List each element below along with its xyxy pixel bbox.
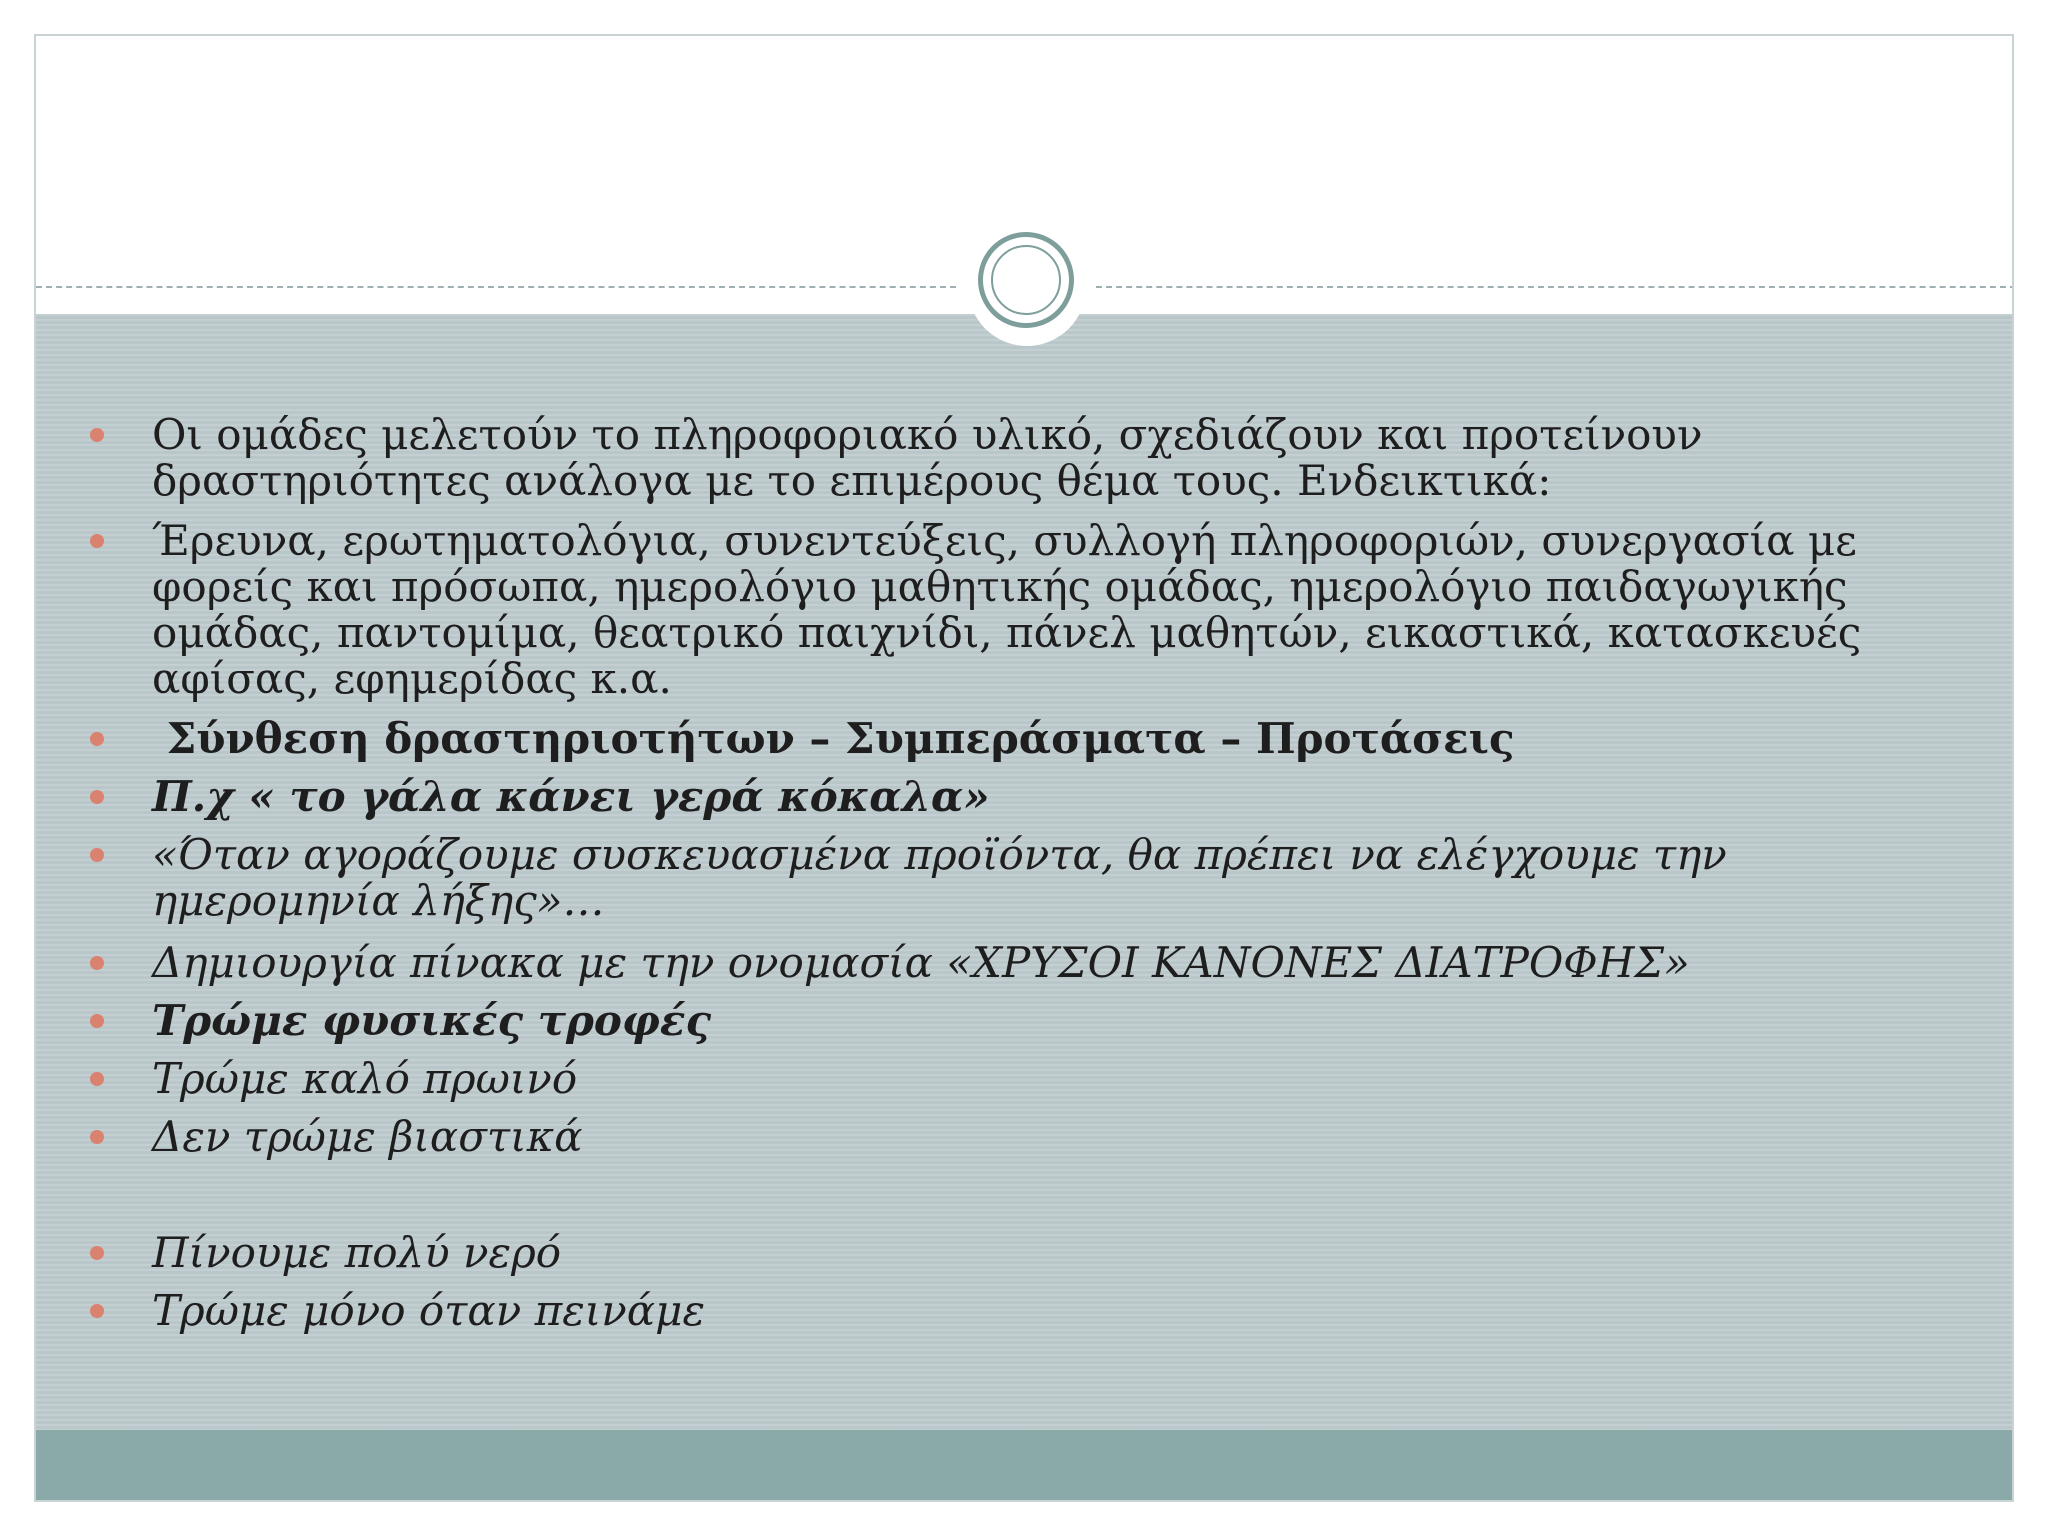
bullet-dot-icon [90, 428, 104, 442]
bullet-dot-icon [90, 1246, 104, 1260]
bullet-item [152, 1288, 1912, 1334]
bullet-text: Πίνουμε πολύ νερό [152, 1228, 562, 1277]
circle-ornament-inner [991, 245, 1061, 315]
bullet-text: Σύνθεση δραστηριοτήτων – Συμπεράσματα – Προτάσεις [152, 714, 1515, 763]
bullet-item [152, 940, 1912, 986]
bullet-item [152, 998, 1912, 1044]
footer-band [36, 1430, 2012, 1500]
bullet-item [152, 774, 1912, 820]
bullet-text: Δημιουργία πίνακα με την ονομασία «ΧΡΥΣΟΙ ΚΑΝΟΝΕΣ ΔΙΑΤΡΟΦΗΣ» [152, 938, 1690, 987]
dashed-divider-left [36, 286, 956, 288]
bullet-dot-icon [90, 790, 104, 804]
bullet-dot-icon [90, 1072, 104, 1086]
bullet-item [152, 1114, 1912, 1160]
bullet-text: Τρώμε καλό πρωινό [152, 1054, 578, 1103]
bullet-item [152, 412, 1912, 504]
bullet-item [152, 518, 1912, 702]
bullet-dot-icon [90, 1304, 104, 1318]
circle-ornament-icon [978, 232, 1074, 328]
bullet-item [152, 716, 1912, 762]
bullet-item [152, 1230, 1912, 1276]
bullet-text: Δεν τρώμε βιαστικά [152, 1112, 583, 1161]
bullet-dot-icon [90, 732, 104, 746]
bullet-dot-icon [90, 1130, 104, 1144]
bullet-text: Οι ομάδες μελετούν το πληροφοριακό υλικό, σχεδιάζουν και προτείνουν δραστηριότητες ανάλογα με το επιμέρους θέμα τους. Ενδεικτικά: [152, 410, 1703, 505]
bullet-dot-icon [90, 534, 104, 548]
bullet-text: Τρώμε φυσικές τροφές [152, 996, 712, 1045]
bullet-dot-icon [90, 848, 104, 862]
bullet-item [152, 1056, 1912, 1102]
dashed-divider-right [1096, 286, 2014, 288]
slide [34, 34, 2014, 1502]
bullet-item [152, 832, 1912, 924]
bullet-dot-icon [90, 956, 104, 970]
bullet-text: Τρώμε μόνο όταν πεινάμε [152, 1286, 705, 1335]
bullet-text: Π.χ « το γάλα κάνει γερά κόκαλα» [152, 772, 990, 821]
bullet-dot-icon [90, 1014, 104, 1028]
bullet-text: Έρευνα, ερωτηματολόγια, συνεντεύξεις, συλλογή πληροφοριών, συνεργασία με φορείς και πρόσωπα, ημερολόγιο μαθητικής ομάδας, ημερολόγιο παιδαγωγικής ομάδας, παντομίμα, θεατρικό παιχνίδι, πάνελ μαθητών, εικαστικά, κατασκευές αφίσας, εφημερίδας κ.α. [152, 516, 1862, 703]
bullet-text: «Όταν αγοράζουμε συσκευασμένα προϊόντα, θα πρέπει να ελέγχουμε την ημερομηνία λήξης»… [152, 830, 1727, 925]
